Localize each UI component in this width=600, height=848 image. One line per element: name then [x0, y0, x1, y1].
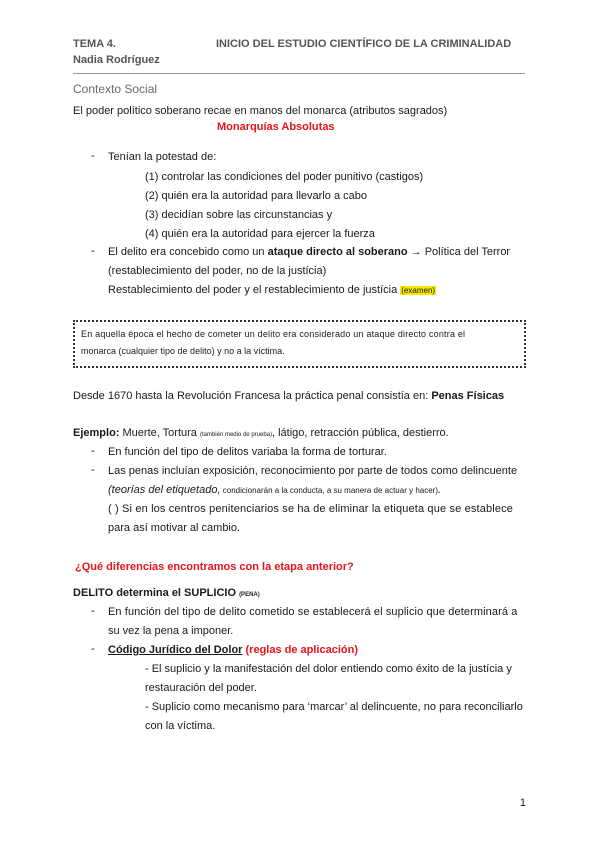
note-line-2: monarca (cualquier tipo de delito) y no a la víctima.: [81, 346, 285, 356]
period-pre: Desde 1670 hasta la Revolución Francesa la práctica penal consistía en:: [73, 390, 432, 402]
example-bullet-3b: para así motivar al cambio.: [108, 522, 241, 534]
crime-post: → Política del Terror: [407, 246, 511, 258]
crime-line: [108, 245, 526, 259]
note-box: [73, 320, 526, 368]
powers-lead: Tenían la potestad de:: [108, 151, 217, 163]
header-divider: [73, 73, 525, 74]
example-line: [73, 426, 449, 442]
delito-tag: (PENA): [239, 592, 260, 598]
period-bold: Penas Físicas: [431, 390, 505, 402]
code-item-1a: - El suplicio y la manifestación del dolor entiendo como éxito de la justícia y: [145, 663, 512, 675]
example-text2: , látigo, retracción pública, destierro.: [272, 427, 449, 439]
code-item-2a: - Suplicio como mecanismo para ‘marcar’ al delincuente, no para reconciliarlo: [145, 701, 523, 713]
intro-highlight: Monarquías Absolutas: [217, 121, 335, 133]
crime-line3-text: Restablecimiento del poder y el restablecimiento de justícia: [108, 284, 401, 296]
bullet-dash: -: [91, 245, 95, 257]
example-bullet-1: En función del tipo de delitos variaba la forma de torturar.: [108, 446, 387, 458]
bullet-dash: -: [91, 445, 95, 457]
example-text1: Muerte, Tortura: [119, 427, 200, 439]
bullet-dash: -: [91, 605, 95, 617]
example-small: (también medio de prueba): [199, 432, 272, 438]
crime-line2: (restablecimiento del poder, no de la justícia): [108, 265, 327, 277]
example-label: Ejemplo:: [73, 427, 120, 439]
bullet-dash: -: [91, 150, 95, 162]
delito-heading: [73, 586, 260, 602]
header-author: Nadia Rodríguez: [73, 54, 160, 66]
powers-item-1: (1) controlar las condiciones del poder punitivo (castigos): [145, 171, 424, 183]
bullet-dash: -: [91, 464, 95, 476]
period-line: [73, 389, 504, 403]
code-item-2b: con la víctima.: [145, 720, 216, 732]
header-title: INICIO DEL ESTUDIO CIENTÍFICO DE LA CRIMINALIDAD: [216, 38, 512, 50]
labeling-theory: (teorías del etiquetado,: [108, 484, 221, 496]
page-number: 1: [519, 797, 526, 809]
delito-bullet-1a: En función del tipo de delito cometido se establecerá el suplicio que determinará a: [108, 606, 518, 618]
crime-line3: [108, 283, 436, 298]
code-title: Código Jurídico del Dolor: [108, 644, 243, 656]
crime-pre: El delito era concebido como un: [108, 246, 268, 258]
example-bullet-3a: ( ) Si en los centros penitenciarios se ha de eliminar la etiqueta que se establece: [108, 503, 514, 515]
intro-line: El poder político soberano recae en manos del monarca (atributos sagrados): [73, 105, 448, 117]
example-bullet-2-cont: [108, 483, 441, 498]
powers-item-3: (3) decidían sobre las circunstancias y: [145, 209, 333, 221]
delito-bullet-1b: su vez la pena a imponer.: [108, 625, 234, 637]
labeling-note: condicionarán a la conducta, a su manera de actuar y hacer): [220, 486, 438, 495]
section-title: Contexto Social: [73, 82, 158, 96]
code-item-1b: restauración del poder.: [145, 682, 257, 694]
exam-tag: (examen): [401, 286, 436, 295]
bullet-dash: -: [91, 643, 95, 655]
delito-title: DELITO determina el SUPLICIO: [73, 587, 240, 599]
code-tag: (reglas de aplicación): [242, 644, 358, 656]
question-heading: ¿Qué diferencias encontramos con la etapa anterior?: [75, 561, 354, 573]
note-line-1: En aquella época el hecho de cometer un delito era considerado un ataque directo contra el: [81, 329, 466, 339]
powers-item-2: (2) quién era la autoridad para llevarlo a cabo: [145, 190, 367, 202]
powers-item-4: (4) quién era la autoridad para ejercer la fuerza: [145, 228, 375, 240]
example-bullet-2: Las penas incluían exposición, reconocimiento por parte de todos como delincuente: [108, 465, 518, 477]
code-heading: [108, 643, 358, 657]
header-topic: TEMA 4.: [73, 38, 116, 50]
crime-bold: ataque directo al soberano: [267, 246, 408, 258]
labeling-end: .: [438, 484, 442, 496]
